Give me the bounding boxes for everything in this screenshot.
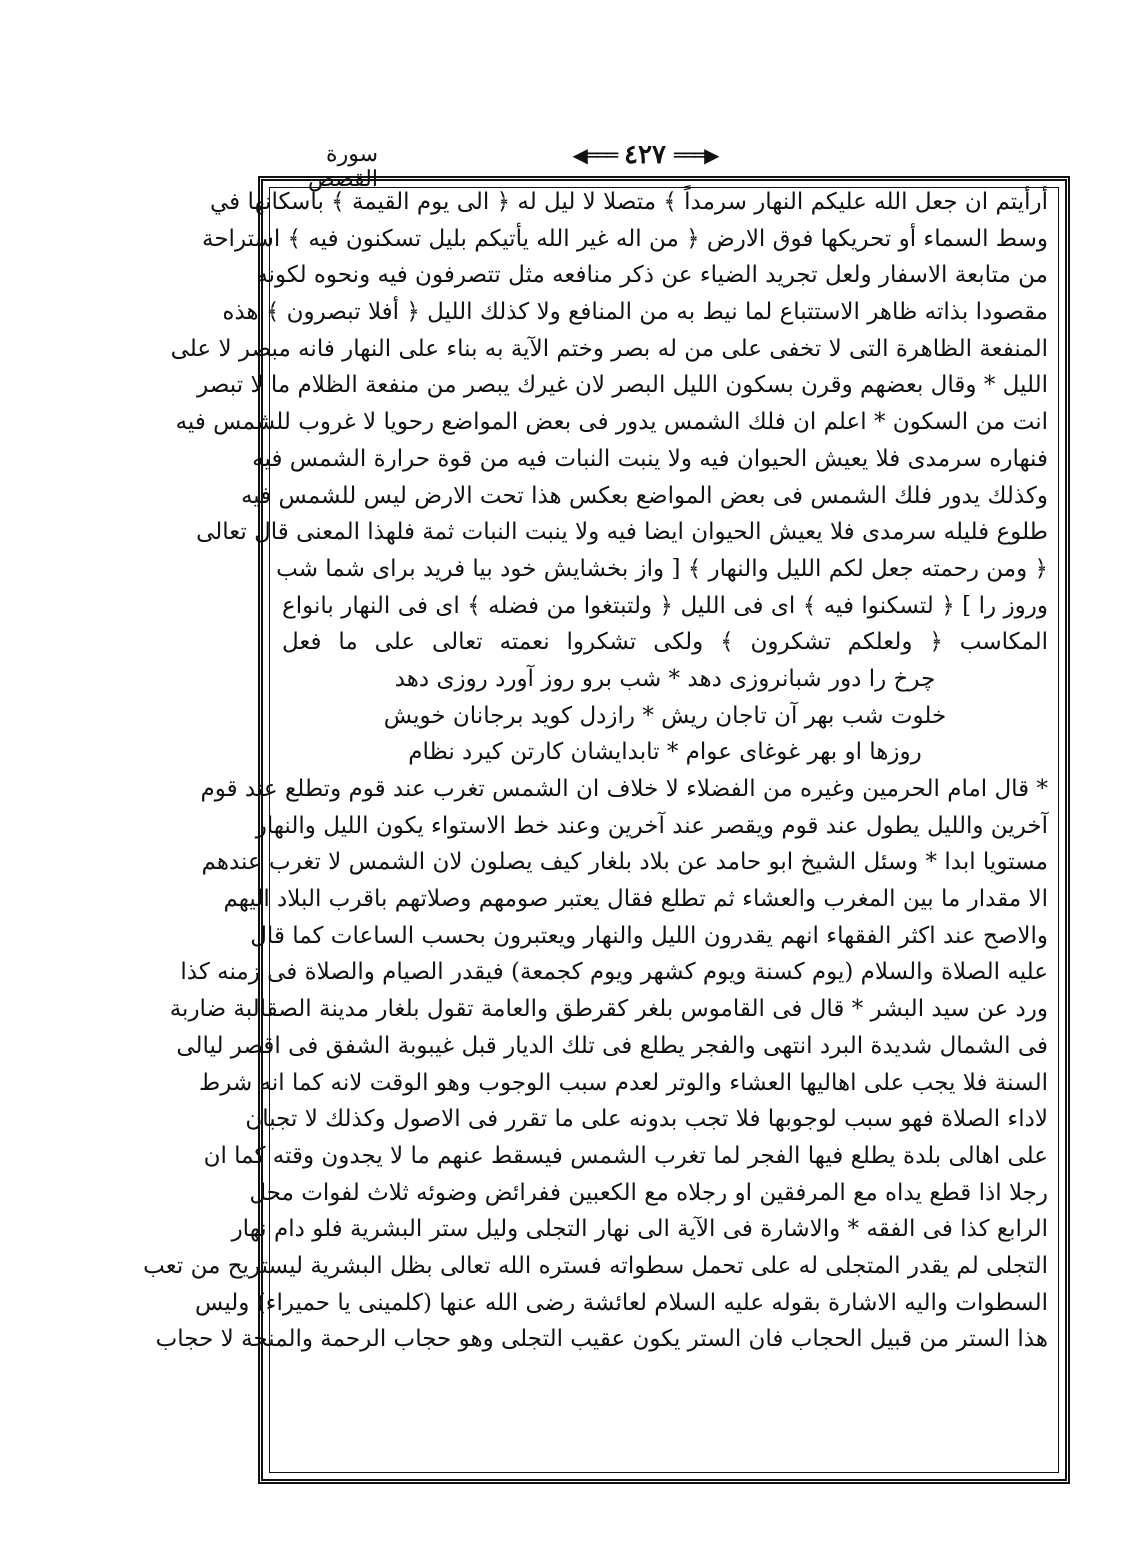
text-line: آخرين والليل يطول عند قوم ويقصر عند آخرين وعند خط الاستواء يكون الليل والنهار	[255, 812, 1048, 839]
poem-line: روزها او بهر غوغاى عوام * تابدايشان كارتن كيرد نظام	[408, 739, 922, 766]
text-line: الرابع كذا فى الفقه * والاشارة فى الآية الى نهار التجلى وليل ستر البشرية فلو دام نهار	[231, 1216, 1048, 1243]
text-line: ورد عن سيد البشر * قال فى القاموس بلغر كقرطق والعامة تقول بلغار مدينة الصقالبة ضاربة	[169, 996, 1048, 1023]
text-line: هذا الستر من قبيل الحجاب فان الستر يكون عقيب التجلى وهو حجاب الرحمة والمنحة لا حجاب	[155, 1326, 1048, 1353]
text-body	[143, 184, 1048, 1474]
text-line: مستويا ابدا * وسئل الشيخ ابو حامد عن بلاد بلغار كيف يصلون لان الشمس لا تغرب عندهم	[201, 849, 1048, 876]
ornament-left-icon: ═══▶	[673, 143, 718, 167]
text-line: وكذلك يدور فلك الشمس فى بعض المواضع بعكس هذا تحت الارض ليس للشمس فيه	[240, 482, 1048, 509]
text-line: لاداء الصلاة فهو سبب لوجوبها فلا تجب بدونه على ما تقرر فى الاصول وكذلك لا تجبان	[245, 1106, 1048, 1133]
text-line: طلوع فليله سرمدى فلا يعيش الحيوان ايضا فيه ولا ينبت النبات ثمة فلهذا المعنى قال تعالى	[196, 519, 1048, 546]
text-part-2	[143, 771, 1048, 1358]
text-line: المنفعة الظاهرة التى لا تخفى على من له بصر وختم الآية به بناء على النهار فانه مبصر لا على	[170, 335, 1048, 362]
text-line: وروز را ] ﴿ لتسكنوا فيه ﴾ اى فى الليل ﴿ ولتبتغوا من فضله ﴾ اى فى النهار بانواع	[282, 592, 1048, 619]
surah-title: سورة القصص	[308, 142, 378, 192]
text-line: الا مقدار ما بين المغرب والعشاء ثم تطلع فقال يعتبر صومهم وصلاتهم باقرب البلاد اليهم	[223, 886, 1048, 913]
text-line: السنة فلا يجب على اهاليها العشاء والوتر لعدم سبب الوجوب وهو الوقت لانه كما انه شرط	[199, 1069, 1048, 1096]
text-line: عليه الصلاة والسلام (يوم كسنة ويوم كشهر ويوم كجمعة) فيقدر الصيام والصلاة فى زمنه كذا	[180, 959, 1048, 986]
text-line: أرأيتم ان جعل الله عليكم النهار سرمداً ﴾ متصلا لا ليل له ﴿ الى يوم القيمة ﴾ باسكانها في	[209, 189, 1048, 215]
page-number-row	[560, 140, 730, 170]
text-line: فنهاره سرمدى فلا يعيش الحيوان فيه ولا ينبت النبات فيه من قوة حرارة الشمس فيه	[252, 445, 1048, 472]
poem-line: چرخ را دور شبانروزى دهد * شب برو روز آورد روزى دهد	[394, 665, 936, 692]
text-line: على اهالى بلدة يطلع فيها الفجر لما تغرب الشمس فيسقط عنهم ما لا يجدون وقته كما ان	[203, 1142, 1048, 1169]
text-line: والاصح عند اكثر الفقهاء انهم يقدرون الليل والنهار ويعتبرون بحسب الساعات كما قال	[250, 922, 1048, 949]
text-line: رجلا اذا قطع يداه مع المرفقين او رجلاه مع الكعبين ففرائض وضوئه ثلاث لفوات محل	[249, 1179, 1048, 1206]
text-line: من متابعة الاسفار ولعل تجريد الضياء عن ذكر منافعه مثل تتصرفون فيه ونحوه لكونه	[256, 262, 1048, 289]
text-line: التجلى لم يقدر المتجلى له على تحمل سطواته فستره الله تعالى بظل البشرية ليستريح من تعب	[143, 1252, 1048, 1279]
text-line: المكاسب ﴿ ولعلكم تشكرون ﴾ ولكى تشكروا نعمته تعالى على ما فعل	[282, 629, 1048, 656]
text-line: السطوات واليه الاشارة بقوله عليه السلام لعائشة رضى الله عنها (كلمينى يا حميراء) وليس	[195, 1289, 1048, 1316]
poem-line: خلوت شب بهر آن تاجان ريش * رازدل كويد برجانان خويش	[383, 702, 947, 729]
poem-block	[282, 661, 1048, 771]
text-line: مقصودا بذاته ظاهر الاستتباع لما نيط به من المنافع ولا كذلك الليل ﴿ أفلا تبصرون ﴾ هذه	[222, 299, 1048, 326]
text-line: فى الشمال شديدة البرد انتهى والفجر يطلع فى تلك الديار قبل غيبوبة الشفق فى اقصر ليالى	[176, 1032, 1048, 1059]
text-line: وسط السماء أو تحريكها فوق الارض ﴿ من اله غير الله يأتيكم بليل تسكنون فيه ﴾ استراحة	[202, 225, 1048, 252]
text-line: * قال امام الحرمين وغيره من الفضلاء لا خلاف ان الشمس تغرب عند قوم وتطلع عند قوم	[200, 776, 1048, 802]
text-part-1	[170, 184, 1048, 661]
text-line: ﴿ ومن رحمته جعل لكم الليل والنهار ﴾ [ واز بخشايش خود بيا فريد براى شما شب	[276, 555, 1048, 582]
page-number: ٤٢٧	[624, 140, 666, 170]
text-line: الليل * وقال بعضهم وقرن بسكون الليل البصر لان غيرك يبصر من منفعة الظلام ما لا تبصر	[197, 372, 1048, 399]
ornament-right-icon: ◀═══	[572, 143, 617, 167]
text-line: انت من السكون * اعلم ان فلك الشمس يدور فى بعض المواضع رحويا لا غروب للشمس فيه	[175, 409, 1048, 436]
